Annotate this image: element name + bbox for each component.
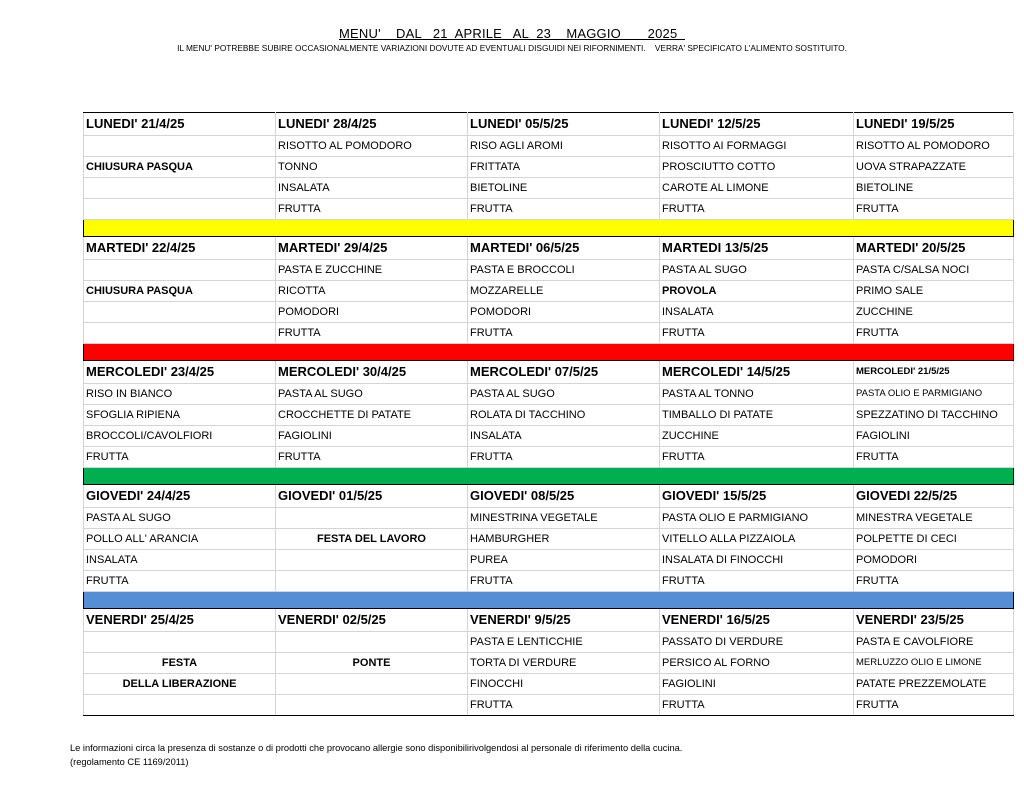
menu-cell: PASTA OLIO E PARMIGIANO bbox=[660, 508, 854, 529]
menu-cell: PERSICO AL FORNO bbox=[660, 653, 854, 674]
menu-cell: FAGIOLINI bbox=[276, 426, 468, 447]
menu-cell: PROSCIUTTO COTTO bbox=[660, 157, 854, 178]
table-row bbox=[84, 529, 1014, 550]
menu-cell bbox=[84, 302, 276, 323]
menu-cell: FRUTTA bbox=[854, 447, 1014, 468]
table-row bbox=[84, 426, 1014, 447]
menu-cell: PRIMO SALE bbox=[854, 281, 1014, 302]
menu-cell: POLPETTE DI CECI bbox=[854, 529, 1014, 550]
menu-cell: FRUTTA bbox=[854, 571, 1014, 592]
menu-cell: FRUTTA bbox=[84, 447, 276, 468]
menu-cell: SPEZZATINO DI TACCHINO bbox=[854, 405, 1014, 426]
day-header: VENERDI' 23/5/25 bbox=[854, 609, 1014, 632]
menu-cell: FRUTTA bbox=[660, 323, 854, 344]
day-header-row bbox=[84, 485, 1014, 508]
menu-cell: FRITTATA bbox=[468, 157, 660, 178]
menu-cell: PASTA OLIO E PARMIGIANO bbox=[854, 384, 1014, 405]
day-header-row bbox=[84, 609, 1014, 632]
menu-cell bbox=[84, 178, 276, 199]
day-header: GIOVEDI' 24/4/25 bbox=[84, 485, 276, 508]
day-header: MERCOLEDI' 23/4/25 bbox=[84, 361, 276, 384]
menu-cell: FAGIOLINI bbox=[660, 674, 854, 695]
menu-cell: UOVA STRAPAZZATE bbox=[854, 157, 1014, 178]
day-header: VENERDI' 02/5/25 bbox=[276, 609, 468, 632]
menu-cell bbox=[84, 136, 276, 157]
menu-cell: FRUTTA bbox=[660, 695, 854, 716]
table-row bbox=[84, 281, 1014, 302]
menu-cell: RISOTTO AL POMODORO bbox=[854, 136, 1014, 157]
menu-cell: PASTA AL SUGO bbox=[84, 508, 276, 529]
color-band-yellow bbox=[84, 220, 1014, 237]
day-header: VENERDI' 9/5/25 bbox=[468, 609, 660, 632]
closure-note: CHIUSURA PASQUA bbox=[84, 157, 276, 178]
menu-cell bbox=[276, 550, 468, 571]
menu-cell: MINESTRA VEGETALE bbox=[854, 508, 1014, 529]
menu-cell bbox=[276, 695, 468, 716]
menu-title: MENU' DAL 21 APRILE AL 23 MAGGIO 2025 bbox=[339, 26, 685, 41]
menu-cell: INSALATA bbox=[84, 550, 276, 571]
day-header: LUNEDI' 21/4/25 bbox=[84, 113, 276, 136]
menu-cell: FRUTTA bbox=[276, 447, 468, 468]
menu-cell: PATATE PREZZEMOLATE bbox=[854, 674, 1014, 695]
day-header: GIOVEDI' 15/5/25 bbox=[660, 485, 854, 508]
menu-cell: BIETOLINE bbox=[854, 178, 1014, 199]
menu-cell: FRUTTA bbox=[660, 447, 854, 468]
menu-cell: VITELLO ALLA PIZZAIOLA bbox=[660, 529, 854, 550]
table-row bbox=[84, 508, 1014, 529]
menu-cell: POMODORI bbox=[468, 302, 660, 323]
menu-cell: PASTA E ZUCCHINE bbox=[276, 260, 468, 281]
color-band-blue bbox=[84, 592, 1014, 609]
holiday-note: DELLA LIBERAZIONE bbox=[84, 674, 276, 695]
menu-cell: PASTA AL SUGO bbox=[660, 260, 854, 281]
day-header: LUNEDI' 12/5/25 bbox=[660, 113, 854, 136]
menu-cell: FRUTTA bbox=[468, 447, 660, 468]
menu-cell: PASTA E LENTICCHIE bbox=[468, 632, 660, 653]
menu-cell: BIETOLINE bbox=[468, 178, 660, 199]
menu-cell bbox=[84, 632, 276, 653]
table-row bbox=[84, 695, 1014, 716]
menu-cell bbox=[276, 674, 468, 695]
menu-cell: HAMBURGHER bbox=[468, 529, 660, 550]
day-header: MERCOLEDI' 21/5/25 bbox=[854, 361, 1014, 384]
menu-cell: FRUTTA bbox=[854, 323, 1014, 344]
day-header-row bbox=[84, 361, 1014, 384]
table-row bbox=[84, 199, 1014, 220]
menu-cell: MERLUZZO OLIO E LIMONE bbox=[854, 653, 1014, 674]
menu-cell: MOZZARELLE bbox=[468, 281, 660, 302]
day-header: MARTEDI' 29/4/25 bbox=[276, 237, 468, 260]
menu-cell: FRUTTA bbox=[468, 199, 660, 220]
day-header: GIOVEDI 22/5/25 bbox=[854, 485, 1014, 508]
menu-cell bbox=[84, 323, 276, 344]
menu-cell: PUREA bbox=[468, 550, 660, 571]
menu-cell: FAGIOLINI bbox=[854, 426, 1014, 447]
menu-cell: FRUTTA bbox=[276, 323, 468, 344]
table-row bbox=[84, 384, 1014, 405]
menu-cell bbox=[84, 260, 276, 281]
menu-cell bbox=[276, 508, 468, 529]
separator-band bbox=[84, 344, 1014, 361]
menu-cell: PASTA AL TONNO bbox=[660, 384, 854, 405]
table-row bbox=[84, 550, 1014, 571]
menu-cell: TIMBALLO DI PATATE bbox=[660, 405, 854, 426]
day-header: GIOVEDI' 08/5/25 bbox=[468, 485, 660, 508]
color-band-green bbox=[84, 468, 1014, 485]
menu-cell: RISOTTO AI FORMAGGI bbox=[660, 136, 854, 157]
table-row bbox=[84, 632, 1014, 653]
table-row bbox=[84, 571, 1014, 592]
day-header: MARTEDI' 22/4/25 bbox=[84, 237, 276, 260]
menu-cell: ZUCCHINE bbox=[660, 426, 854, 447]
menu-cell: FRUTTA bbox=[854, 199, 1014, 220]
menu-cell bbox=[276, 632, 468, 653]
menu-cell: ROLATA DI TACCHINO bbox=[468, 405, 660, 426]
day-header: MERCOLEDI' 30/4/25 bbox=[276, 361, 468, 384]
menu-cell: ZUCCHINE bbox=[854, 302, 1014, 323]
menu-cell: PROVOLA bbox=[660, 281, 854, 302]
menu-cell: CROCCHETTE DI PATATE bbox=[276, 405, 468, 426]
weekly-menu-table bbox=[83, 112, 1014, 716]
day-header: VENERDI' 25/4/25 bbox=[84, 609, 276, 632]
menu-cell: FRUTTA bbox=[854, 695, 1014, 716]
menu-cell bbox=[84, 695, 276, 716]
table-row bbox=[84, 447, 1014, 468]
day-header-row bbox=[84, 113, 1014, 136]
day-header: GIOVEDI' 01/5/25 bbox=[276, 485, 468, 508]
table-row bbox=[84, 178, 1014, 199]
menu-cell: FRUTTA bbox=[468, 323, 660, 344]
table-row bbox=[84, 674, 1014, 695]
day-header: MERCOLEDI' 07/5/25 bbox=[468, 361, 660, 384]
menu-cell: PASTA E BROCCOLI bbox=[468, 260, 660, 281]
holiday-note: PONTE bbox=[276, 653, 468, 674]
menu-cell: PASSATO DI VERDURE bbox=[660, 632, 854, 653]
menu-cell: RISO IN BIANCO bbox=[84, 384, 276, 405]
regulation-reference: (regolamento CE 1169/2011) bbox=[70, 757, 189, 767]
day-header: MARTEDI' 20/5/25 bbox=[854, 237, 1014, 260]
table-row bbox=[84, 260, 1014, 281]
day-header-row bbox=[84, 237, 1014, 260]
menu-cell: PASTA AL SUGO bbox=[276, 384, 468, 405]
day-header: MARTEDI 13/5/25 bbox=[660, 237, 854, 260]
menu-cell: POMODORI bbox=[854, 550, 1014, 571]
separator-band bbox=[84, 592, 1014, 609]
separator-band bbox=[84, 468, 1014, 485]
closure-note: CHIUSURA PASQUA bbox=[84, 281, 276, 302]
table-row bbox=[84, 653, 1014, 674]
holiday-note: FESTA bbox=[84, 653, 276, 674]
menu-cell: INSALATA bbox=[660, 302, 854, 323]
menu-cell: POMODORI bbox=[276, 302, 468, 323]
menu-cell: CAROTE AL LIMONE bbox=[660, 178, 854, 199]
holiday-note: FESTA DEL LAVORO bbox=[276, 529, 468, 550]
menu-cell: PASTA AL SUGO bbox=[468, 384, 660, 405]
menu-cell: SFOGLIA RIPIENA bbox=[84, 405, 276, 426]
menu-cell: TORTA DI VERDURE bbox=[468, 653, 660, 674]
menu-cell: INSALATA DI FINOCCHI bbox=[660, 550, 854, 571]
menu-disclaimer: IL MENU' POTREBBE SUBIRE OCCASIONALMENTE VARIAZIONI DOVUTE AD EVENTUALI DISGUIDI NEI RIFORNIMENTI. VERRA' SPECIFICATO L'ALIMENTO SOSTITUITO. bbox=[177, 43, 847, 53]
menu-cell: RISOTTO AL POMODORO bbox=[276, 136, 468, 157]
table-row bbox=[84, 323, 1014, 344]
menu-cell: FRUTTA bbox=[468, 695, 660, 716]
menu-cell: FRUTTA bbox=[660, 199, 854, 220]
menu-cell: BROCCOLI/CAVOLFIORI bbox=[84, 426, 276, 447]
menu-cell: INSALATA bbox=[276, 178, 468, 199]
day-header: LUNEDI' 19/5/25 bbox=[854, 113, 1014, 136]
day-header: LUNEDI' 05/5/25 bbox=[468, 113, 660, 136]
menu-cell: FRUTTA bbox=[468, 571, 660, 592]
table-row bbox=[84, 136, 1014, 157]
day-header: LUNEDI' 28/4/25 bbox=[276, 113, 468, 136]
day-header: MARTEDI' 06/5/25 bbox=[468, 237, 660, 260]
day-header: MERCOLEDI' 14/5/25 bbox=[660, 361, 854, 384]
table-row bbox=[84, 157, 1014, 178]
table-row bbox=[84, 302, 1014, 323]
separator-band bbox=[84, 220, 1014, 237]
menu-cell: FRUTTA bbox=[276, 199, 468, 220]
menu-cell: FINOCCHI bbox=[468, 674, 660, 695]
menu-cell: FRUTTA bbox=[84, 571, 276, 592]
menu-cell: RISO AGLI AROMI bbox=[468, 136, 660, 157]
menu-cell: INSALATA bbox=[468, 426, 660, 447]
menu-cell: PASTA E CAVOLFIORE bbox=[854, 632, 1014, 653]
menu-cell: RICOTTA bbox=[276, 281, 468, 302]
menu-cell bbox=[84, 199, 276, 220]
menu-cell: MINESTRINA VEGETALE bbox=[468, 508, 660, 529]
menu-cell: TONNO bbox=[276, 157, 468, 178]
day-header: VENERDI' 16/5/25 bbox=[660, 609, 854, 632]
color-band-red bbox=[84, 344, 1014, 361]
menu-cell: POLLO ALL' ARANCIA bbox=[84, 529, 276, 550]
menu-cell: PASTA C/SALSA NOCI bbox=[854, 260, 1014, 281]
allergen-notice: Le informazioni circa la presenza di sostanze o di prodotti che provocano allergie sono disponibilirivolgendosi al personale di riferimento della cucina. bbox=[70, 743, 683, 753]
menu-cell bbox=[276, 571, 468, 592]
menu-cell: FRUTTA bbox=[660, 571, 854, 592]
table-row bbox=[84, 405, 1014, 426]
